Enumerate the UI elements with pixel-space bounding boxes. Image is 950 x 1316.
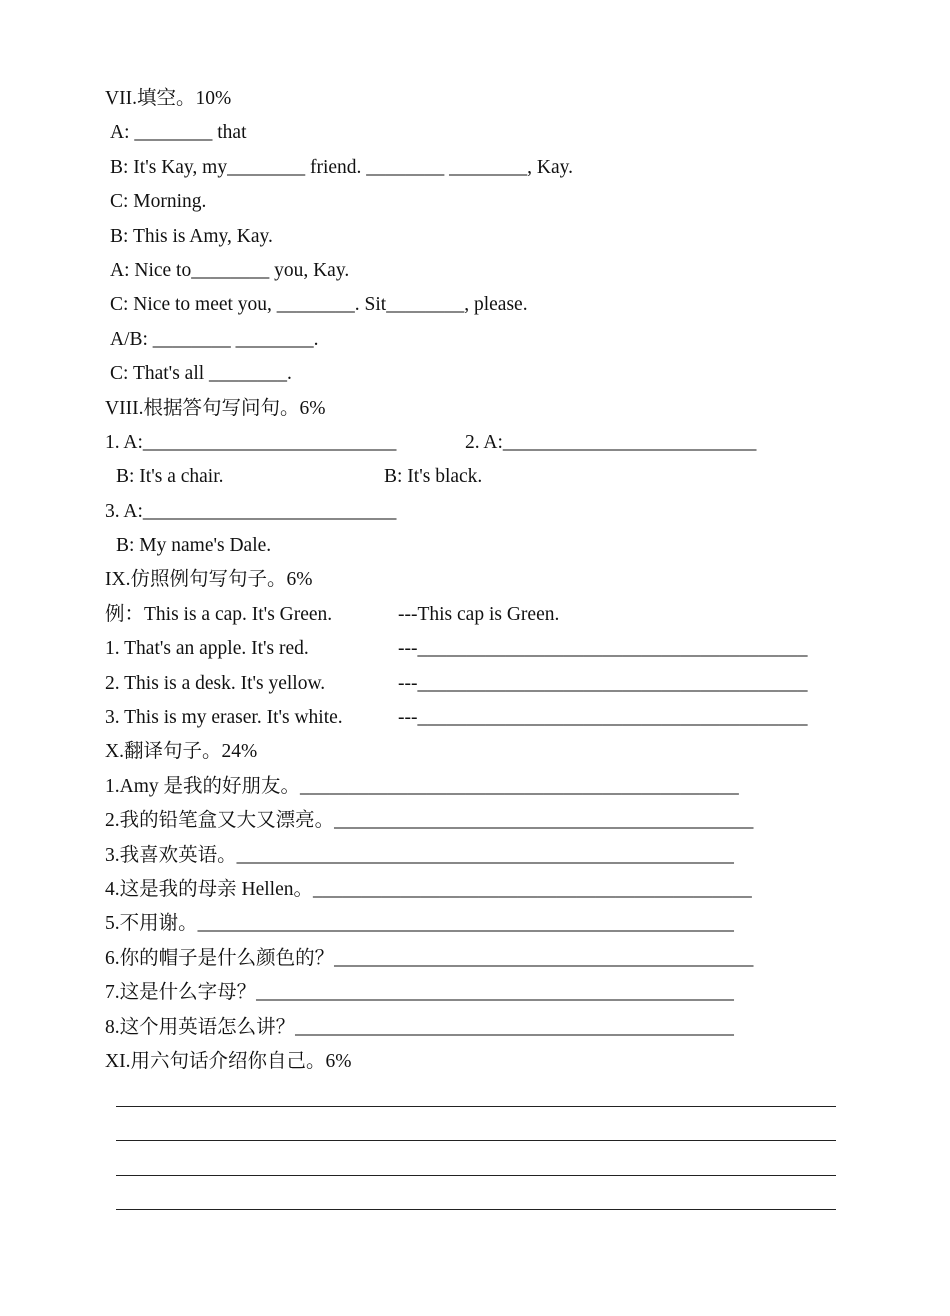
- dialogue-text: B: This is Amy, Kay.: [110, 225, 273, 247]
- worksheet-page: [0, 82, 950, 1217]
- example-row: [0, 598, 950, 632]
- dialogue-line: [0, 288, 950, 322]
- dialogue-line: [0, 116, 950, 150]
- answer-1: B: It's a chair.: [116, 466, 224, 488]
- section-7-heading-row: [0, 82, 950, 116]
- section-10-heading: X.翻译句子。24%: [105, 741, 258, 763]
- rewrite-prompt: 2. This is a desk. It's yellow.: [105, 672, 326, 694]
- rewrite-row: [0, 667, 950, 701]
- dialogue-text: A/B: ________ ________.: [110, 328, 319, 350]
- rewrite-blank: ---________________________________________: [398, 707, 808, 729]
- answer-row: [0, 529, 950, 563]
- dialogue-text: C: That's all ________.: [110, 363, 292, 385]
- translation-item: 2.我的铅笔盒又大又漂亮。___________________________________________: [105, 810, 754, 832]
- translation-row: [0, 839, 950, 873]
- answer-3: B: My name's Dale.: [116, 535, 272, 557]
- example-sentence: 例：This is a cap. It's Green.: [105, 603, 333, 625]
- section-7-heading: VII.填空。10%: [105, 88, 232, 109]
- answer-2: B: It's black.: [384, 466, 483, 488]
- writing-line: [0, 1183, 950, 1217]
- rewrite-blank: ---________________________________________: [398, 638, 808, 660]
- dialogue-line: [0, 254, 950, 288]
- writing-rule: [116, 1209, 836, 1210]
- question-3: 3. A:__________________________: [105, 500, 397, 522]
- translation-row: [0, 942, 950, 976]
- translation-row: [0, 976, 950, 1010]
- writing-rule: [116, 1175, 836, 1176]
- answer-row: [0, 460, 950, 494]
- example-answer: ---This cap is Green.: [398, 603, 560, 625]
- section-8-heading-row: [0, 392, 950, 426]
- translation-item: 7.这是什么字母？_________________________________________________: [105, 982, 734, 1004]
- writing-line: [0, 1079, 950, 1113]
- translation-item: 3.我喜欢英语。___________________________________________________: [105, 844, 734, 866]
- dialogue-text: A: Nice to________ you, Kay.: [110, 259, 350, 281]
- dialogue-text: C: Nice to meet you, ________. Sit________, please.: [110, 294, 528, 316]
- rewrite-row: [0, 632, 950, 666]
- rewrite-row: [0, 701, 950, 735]
- rewrite-prompt: 3. This is my eraser. It's white.: [105, 707, 343, 729]
- dialogue-line: [0, 151, 950, 185]
- dialogue-text: C: Morning.: [110, 191, 207, 213]
- translation-row: [0, 770, 950, 804]
- dialogue-line: [0, 323, 950, 357]
- writing-rule: [116, 1140, 836, 1141]
- translation-item: 8.这个用英语怎么讲？_____________________________________________: [105, 1016, 734, 1038]
- translation-row: [0, 907, 950, 941]
- section-8-heading: VIII.根据答句写问句。6%: [105, 397, 326, 419]
- question-2: 2. A:__________________________: [465, 431, 757, 453]
- writing-line: [0, 1114, 950, 1148]
- dialogue-text: A: ________ that: [110, 122, 247, 144]
- translation-item: 4.这是我的母亲 Hellen。_____________________________________________: [105, 878, 752, 900]
- rewrite-prompt: 1. That's an apple. It's red.: [105, 638, 309, 660]
- dialogue-text: B: It's Kay, my________ friend. ________ ________, Kay.: [110, 156, 573, 178]
- question-row: [0, 495, 950, 529]
- question-1: 1. A:__________________________: [105, 431, 397, 453]
- translation-item: 1.Amy 是我的好朋友。_____________________________________________: [105, 775, 739, 797]
- section-9-heading-row: [0, 563, 950, 597]
- dialogue-line: [0, 185, 950, 219]
- translation-item: 5.不用谢。_______________________________________________________: [105, 913, 734, 935]
- dialogue-line: [0, 357, 950, 391]
- writing-rule: [116, 1106, 836, 1107]
- rewrite-blank: ---________________________________________: [398, 672, 808, 694]
- section-11-heading: XI.用六句话介绍你自己。6%: [105, 1050, 352, 1072]
- translation-row: [0, 1011, 950, 1045]
- dialogue-line: [0, 220, 950, 254]
- translation-item: 6.你的帽子是什么颜色的？___________________________________________: [105, 947, 754, 969]
- question-row: [0, 426, 950, 460]
- translation-row: [0, 873, 950, 907]
- section-9-heading: IX.仿照例句写句子。6%: [105, 569, 313, 591]
- section-10-heading-row: [0, 735, 950, 769]
- writing-line: [0, 1148, 950, 1182]
- translation-row: [0, 804, 950, 838]
- section-11-heading-row: [0, 1045, 950, 1079]
